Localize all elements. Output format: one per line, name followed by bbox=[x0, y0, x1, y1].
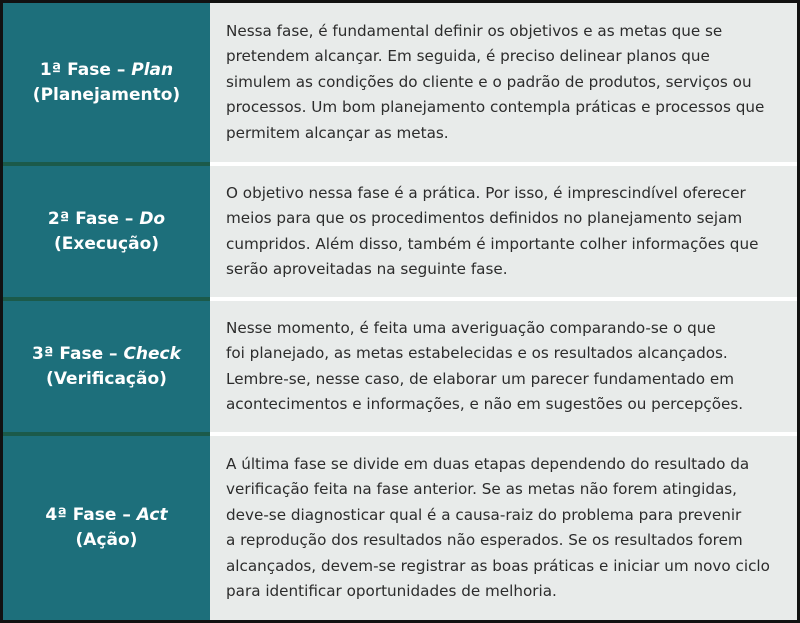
phase-number: 1ª Fase – bbox=[39, 59, 126, 80]
phase-description-cell bbox=[210, 166, 797, 297]
phase-translation: (Planejamento) bbox=[32, 84, 181, 105]
phase-number: 2ª Fase – bbox=[47, 208, 134, 229]
description-line: deve-se diagnosticar qual é a causa-raiz do problema para prevenir bbox=[226, 505, 742, 524]
description-line: foi planejado, as metas estabelecidas e os resultados alcançados. bbox=[226, 344, 728, 362]
description-line: simulem as condições do cliente e o padrão de produtos, serviços ou bbox=[226, 72, 752, 91]
phase-description-cell bbox=[210, 436, 797, 620]
table-row bbox=[3, 3, 797, 162]
description-line: A última fase se divide em duas etapas dependendo do resultado da bbox=[226, 454, 750, 473]
table-row bbox=[3, 166, 797, 297]
description-line: alcançados, devem-se registrar as boas práticas e iniciar um novo ciclo bbox=[226, 556, 770, 575]
table-row bbox=[3, 301, 797, 432]
phase-description bbox=[226, 181, 758, 283]
phase-name: Act bbox=[136, 505, 168, 525]
phase-label-cell bbox=[3, 3, 210, 162]
phase-translation: (Execução) bbox=[53, 233, 160, 254]
description-line: pretendem alcançar. Em seguida, é preciso delinear planos que bbox=[226, 47, 710, 66]
description-line: serão aproveitadas na seguinte fase. bbox=[226, 260, 508, 278]
table-row bbox=[3, 436, 797, 620]
phase-label-cell bbox=[3, 166, 210, 297]
description-line: Nessa fase, é fundamental definir os objetivos e as metas que se bbox=[226, 21, 723, 40]
phase-description bbox=[226, 452, 770, 605]
phase-translation: (Verificação) bbox=[46, 368, 167, 389]
phase-label-cell bbox=[3, 301, 210, 432]
description-line: acontecimentos e informações, e não em sugestões ou percepções. bbox=[226, 395, 744, 413]
phase-description-cell bbox=[210, 3, 797, 162]
description-line: verificação feita na fase anterior. Se as metas não forem atingidas, bbox=[226, 480, 738, 498]
phase-translation: (Ação) bbox=[75, 530, 138, 550]
description-line: O objetivo nessa fase é a prática. Por isso, é imprescindível oferecer bbox=[226, 183, 746, 202]
phase-number: 3ª Fase – bbox=[32, 343, 118, 364]
phase-title bbox=[48, 207, 165, 232]
phase-name: Check bbox=[123, 343, 181, 364]
phase-number: 4ª Fase – bbox=[45, 505, 131, 525]
description-line: processos. Um bom planejamento contempla práticas e processos que bbox=[226, 98, 765, 117]
description-line: cumpridos. Além disso, também é importante colher informações que bbox=[226, 234, 759, 253]
phase-name: Do bbox=[139, 208, 166, 229]
description-line: a reprodução dos resultados não esperados. Se os resultados forem bbox=[226, 531, 743, 549]
description-line: Nesse momento, é feita uma averiguação comparando-se o que bbox=[226, 318, 716, 337]
description-line: permitem alcançar as metas. bbox=[226, 123, 449, 142]
phase-label-cell bbox=[3, 436, 210, 620]
description-line: meios para que os procedimentos definidos no planejamento sejam bbox=[226, 209, 743, 227]
phase-name: Plan bbox=[131, 59, 174, 80]
phase-title bbox=[32, 342, 181, 367]
phase-description bbox=[226, 19, 764, 147]
phase-description-cell bbox=[210, 301, 797, 432]
phase-description bbox=[226, 316, 743, 418]
description-line: para identificar oportunidades de melhoria. bbox=[226, 582, 557, 600]
phase-title bbox=[45, 503, 167, 528]
description-line: Lembre-se, nesse caso, de elaborar um parecer fundamentado em bbox=[226, 369, 735, 388]
phase-title bbox=[40, 58, 173, 83]
